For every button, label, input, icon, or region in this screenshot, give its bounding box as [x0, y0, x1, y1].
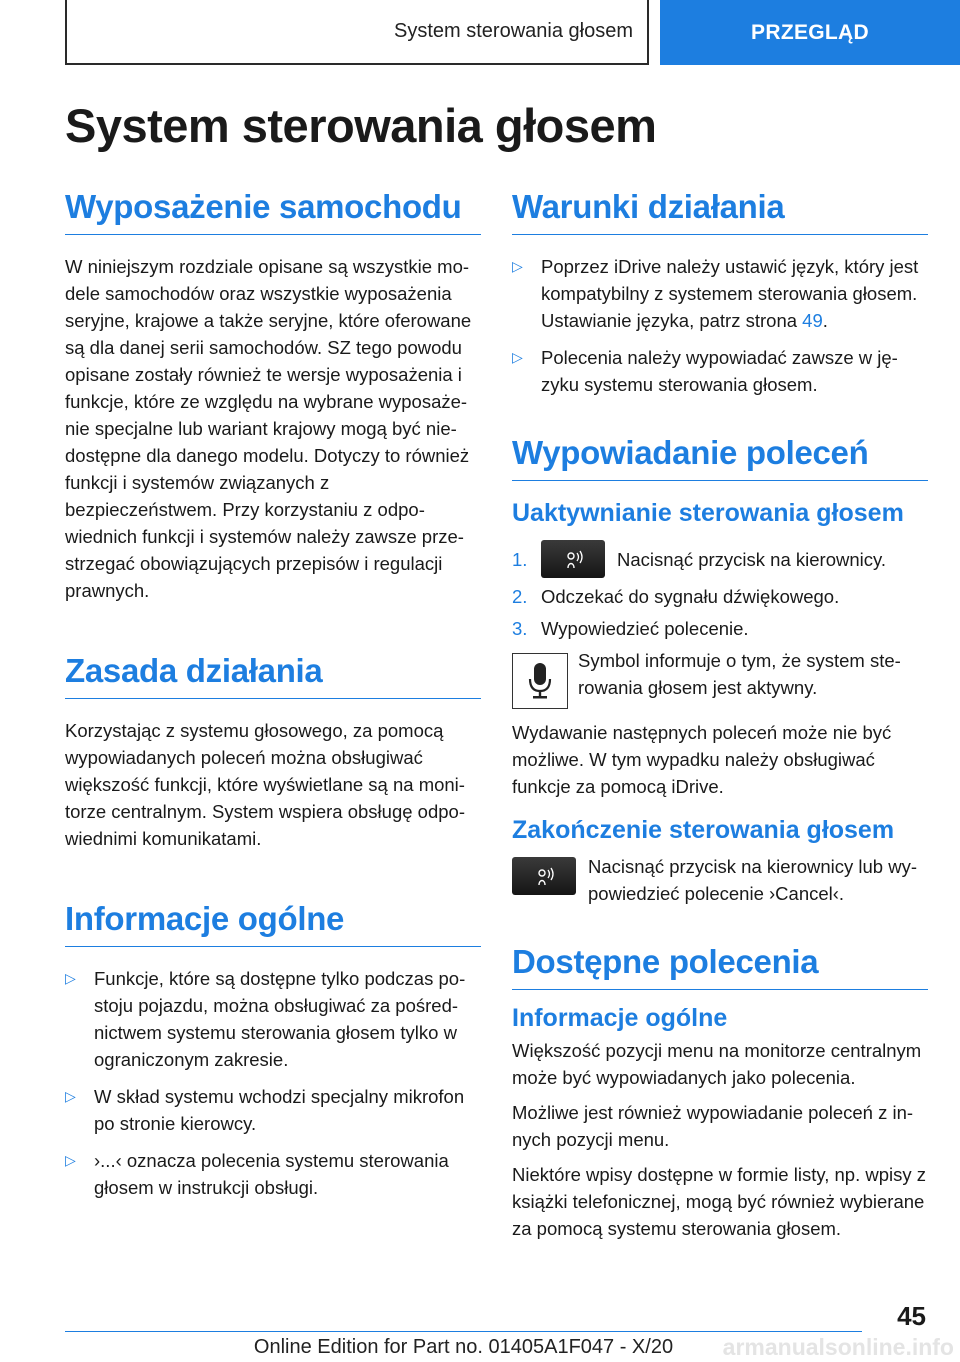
general-info-list [65, 965, 481, 1201]
triangle-bullet-icon: ▷ [65, 1152, 76, 1168]
subheading-end: Zakończenie sterowania głosem [512, 816, 895, 844]
header-section-box [65, 0, 649, 65]
step-item: 2. Odczekać do sygnału dźwiękowego. [512, 586, 840, 607]
header-tab-overview[interactable] [660, 0, 960, 65]
heading-available-commands: Dostępne polecenia [512, 943, 928, 990]
commands-text-3: Niektóre wpisy dostępne w formie listy, np. wpisy z książki telefonicznej, mogą być również wybierane za pomocą systemu sterowania głosem. [512, 1164, 927, 1239]
triangle-bullet-icon: ▷ [512, 258, 523, 274]
footer-edition: Online Edition for Part no. 01405A1F047 - X/20 [253, 1336, 674, 1358]
heading-speaking-commands: Wypowiadanie poleceń [512, 434, 928, 481]
triangle-bullet-icon: ▷ [65, 970, 76, 986]
left-column [65, 188, 481, 1211]
voice-button-icon [541, 540, 605, 578]
heading-equipment: Wyposażenie samochodu [65, 188, 481, 235]
list-item: ▷ Poprzez iDrive należy ustawić język, który jest kompatybilny z systemem sterowania głosem. Ustawianie języka, patrz strona 49. [512, 253, 928, 334]
right-column [512, 188, 928, 1250]
header-tab-label: PRZEGLĄD [751, 20, 869, 44]
microphone-icon [512, 653, 568, 709]
mic-info [512, 647, 928, 709]
page-title: System sterowania głosem [65, 99, 657, 152]
header-section-title: System sterowania głosem [394, 20, 633, 42]
step-item: 1. Nacisnąć przycisk na kierownicy. [512, 540, 928, 578]
footer-divider [65, 1331, 862, 1332]
list-item: ▷ W skład systemu wchodzi specjalny mikrofon po stronie kierowcy. [65, 1083, 481, 1137]
voice-button-icon [512, 857, 576, 895]
end-info [512, 853, 928, 907]
commands-text-1: Większość pozycji menu na monitorze centralnym może być wypowiadanych jako polecenia. [512, 1040, 922, 1088]
commands-text-2: Możliwe jest również wypowiadanie poleceń z innych pozycji menu. [512, 1102, 914, 1150]
subheading-activate: Uaktywnianie sterowania głosem [512, 499, 904, 527]
further-commands-text: Wydawanie następnych poleceń może nie być możliwe. W tym wypadku należy obsługiwać funkcje za pomocą iDrive. [512, 722, 892, 797]
page-link-49[interactable]: 49 [802, 310, 823, 331]
list-item: ▷ Polecenia należy wypowiadać zawsze w języku systemu sterowania głosem. [512, 344, 928, 398]
page-number: 45 [897, 1301, 926, 1331]
activation-steps [512, 540, 928, 642]
list-item: ▷ Funkcje, które są dostępne tylko podczas postoju pojazdu, można obsługiwać za pośrednictwem systemu sterowania głosem tylko w ograniczonym zakresie. [65, 965, 481, 1073]
subheading-general: Informacje ogólne [512, 1004, 728, 1032]
triangle-bullet-icon: ▷ [65, 1088, 76, 1104]
list-item: ▷ ›...‹ oznacza polecenia systemu sterowania głosem w instrukcji obsługi. [65, 1147, 481, 1201]
conditions-list [512, 253, 928, 398]
mic-info-text: Symbol informuje o tym, że system sterowania głosem jest aktywny. [578, 650, 901, 698]
principle-text: Korzystając z systemu głosowego, za pomocą wypowiadanych poleceń można obsługiwać większość funkcji, które wyświetlane są na monitorze centralnym. System wspiera obsługę odpowiednimi komunikatami. [65, 720, 466, 849]
heading-principle: Zasada działania [65, 652, 481, 699]
triangle-bullet-icon: ▷ [512, 349, 523, 365]
watermark: armanualsonline.info [722, 1334, 954, 1360]
end-info-text: Nacisnąć przycisk na kierownicy lub wypowiedzieć polecenie ›Cancel‹. [588, 856, 918, 904]
heading-conditions: Warunki działania [512, 188, 928, 235]
equipment-text: W niniejszym rozdziale opisane są wszystkie modele samochodów oraz wszystkie wyposażenia seryjne, krajowe a także seryjne, które oferowane są dla danej serii samochodów. SZ tego powodu opisane zostały również te wersje wyposażenia i funkcje, które ze względu na wybrane wyposażenie specjalne lub wariant krajowy mogą być niedostępne dla danego modelu. Dotyczy to również funkcji i systemów związanych z bezpieczeństwem. Przy korzystaniu z odpowiednich funkcji i systemów należy zawsze przestrzegać obowiązujących przepisów i regulacji prawnych. [65, 256, 472, 601]
heading-general-info: Informacje ogólne [65, 900, 481, 947]
step-item: 3. Wypowiedzieć polecenie. [512, 618, 749, 639]
